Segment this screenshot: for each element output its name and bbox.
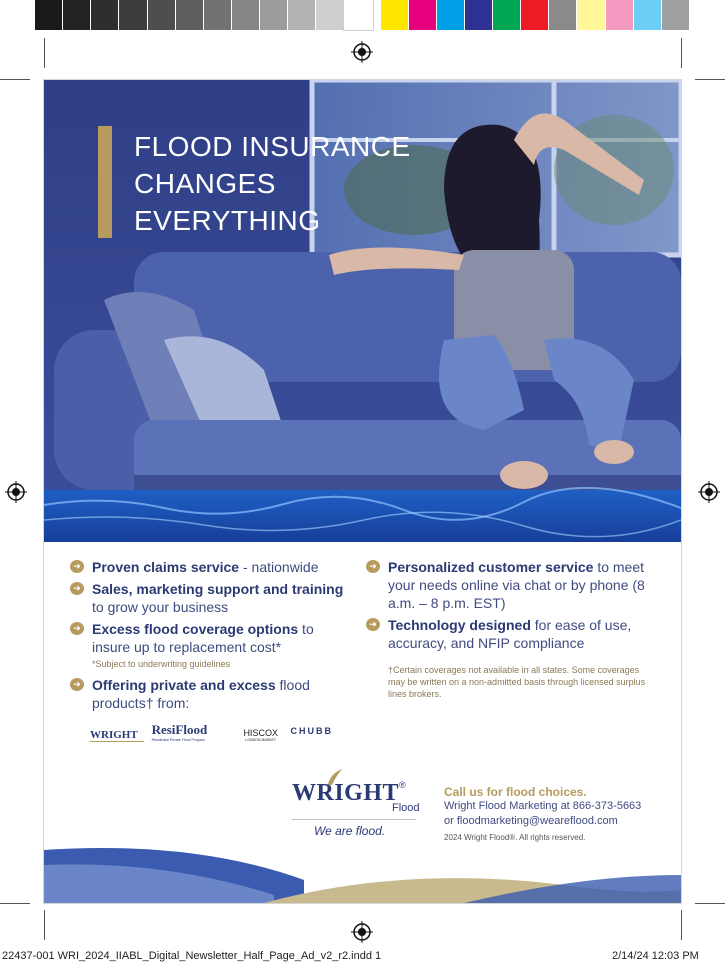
color-swatch [577, 0, 605, 30]
arrow-bullet-icon: ➜ [70, 560, 84, 573]
bullet-text: to grow your business [92, 599, 229, 615]
coverage-note: †Certain coverages not available in all states. Some coverages may be written on a non-admitted basis through licensed surplus lines brokers. [388, 665, 646, 699]
color-swatch [35, 0, 63, 30]
bullet-claims [70, 558, 355, 576]
date-slug: 2/14/24 12:03 PM [612, 950, 699, 962]
hiscox-logo: HISCOX LONDON MARKET [243, 728, 278, 742]
color-swatch [373, 0, 381, 30]
color-swatch [549, 0, 577, 30]
bullet-technology [366, 616, 656, 652]
registration-mark-icon [698, 481, 720, 503]
arrow-bullet-icon: ➜ [366, 618, 380, 631]
color-swatch [409, 0, 437, 30]
contact-block [444, 785, 674, 842]
color-swatch [606, 0, 634, 30]
crop-mark [0, 79, 30, 80]
color-swatch [465, 0, 493, 30]
color-swatch [662, 0, 690, 30]
color-swatch [437, 0, 465, 30]
benefits-right [366, 558, 656, 700]
crop-mark [695, 903, 725, 904]
contact-email: or floodmarketing@weareflood.com [444, 815, 618, 827]
bullet-text: for ease of use, accuracy, and NFIP compliance [388, 617, 632, 651]
headline-line-3: EVERYTHING [134, 205, 321, 236]
file-slug: 22437-001 WRI_2024_IIABL_Digital_Newsletter_Half_Page_Ad_v2_r2.indd 1 [2, 950, 382, 962]
print-color-bar [35, 0, 690, 32]
bullet-offering [70, 676, 355, 712]
color-swatch [381, 0, 409, 30]
bullet-text: to meet your needs online via chat or by phone (8 a.m. – 8 p.m. EST) [388, 559, 645, 611]
chubb-logo: CHUBB [290, 726, 333, 736]
brand-wordmark: WRIGHT [292, 780, 400, 806]
color-swatch [521, 0, 549, 30]
bullet-bold: Excess flood coverage options [92, 621, 299, 637]
color-swatch [493, 0, 521, 30]
crop-mark [44, 910, 45, 940]
color-swatch [288, 0, 316, 30]
color-swatch [148, 0, 176, 30]
copyright: 2024 Wright Flood®. All rights reserved. [444, 833, 586, 842]
call-heading: Call us for flood choices. [444, 785, 587, 799]
resiflood-logo: ResiFlood Residential Private Flood Program [151, 722, 208, 742]
bullet-bold: Personalized customer service [388, 559, 594, 575]
arrow-bullet-icon: ➜ [70, 678, 84, 691]
headline-accent-bar [98, 126, 112, 238]
registration-mark-icon [5, 481, 27, 503]
benefits-left [70, 558, 355, 712]
crop-mark [695, 79, 725, 80]
headline-line-2: CHANGES [134, 168, 276, 199]
arrow-bullet-icon: ➜ [70, 622, 84, 635]
underwriting-note: *Subject to underwriting guidelines [92, 659, 231, 669]
contact-phone: Wright Flood Marketing at 866-373-5663 [444, 800, 642, 812]
registration-mark-icon [351, 41, 373, 63]
color-swatch [260, 0, 288, 30]
bullet-excess [70, 620, 355, 656]
color-swatch [176, 0, 204, 30]
footer-waves [44, 840, 681, 903]
crop-mark [0, 903, 30, 904]
brand-tagline: We are flood. [314, 824, 386, 838]
wright-logo: WRIGHT [90, 729, 144, 742]
bullet-customer-service [366, 558, 656, 612]
bullet-sales [70, 580, 355, 616]
crop-mark [681, 38, 682, 68]
color-swatch [634, 0, 662, 30]
color-swatch [204, 0, 232, 30]
brand-sub: Flood [392, 802, 420, 814]
brand-divider [292, 819, 416, 820]
color-swatch [119, 0, 147, 30]
partner-logos [90, 716, 350, 742]
registration-mark-icon [351, 921, 373, 943]
flood-insurance-ad: FLOOD INSURANCE CHANGES EVERYTHING ➜ Proven claims service - nationwide ➜ Sales, marketing support and training to grow your business ➜ Excess flood coverage options to insure up to replacement cost* *Subject to underwriting guidelines ➜ Offering private and excess flood products† from: WRIGHT ResiFlood Residential Private Flood Program HISCOX LONDON MARKET CHUBB ➜ Personalized customer service to meet your needs online via chat or by phone (8 a.m. – 8 p.m. EST) ➜ Technology designed for ease of use, accuracy, and NFIP compliance †Certain coverages not available in all states. Some coverages may be written on a non-admitted basis through licensed surplus lines brokers. WRIGHT® Flood We are flood. Call us for flood choices. Wright Flood Marketing at 866-373-5663 or floodmarketing@weareflood.com 2024 Wright Flood®. All rights reserved. [44, 80, 681, 903]
color-swatch [316, 0, 344, 30]
arrow-bullet-icon: ➜ [366, 560, 380, 573]
bullet-bold: Sales, marketing support and training [92, 581, 344, 597]
arrow-bullet-icon: ➜ [70, 582, 84, 595]
bullet-text: - nationwide [239, 559, 319, 575]
bullet-text: flood products† from: [92, 677, 310, 711]
crop-mark [681, 910, 682, 940]
bullet-bold: Technology designed [388, 617, 531, 633]
headline [134, 128, 411, 239]
bullet-bold: Offering private and excess [92, 677, 276, 693]
bullet-bold: Proven claims service [92, 559, 240, 575]
color-swatch [232, 0, 260, 30]
crop-mark [44, 38, 45, 68]
color-swatch [344, 0, 372, 30]
color-swatch [63, 0, 91, 30]
bullet-text: to insure up to replacement cost* [92, 621, 314, 655]
headline-line-1: FLOOD INSURANCE [134, 131, 411, 162]
color-swatch [91, 0, 119, 30]
